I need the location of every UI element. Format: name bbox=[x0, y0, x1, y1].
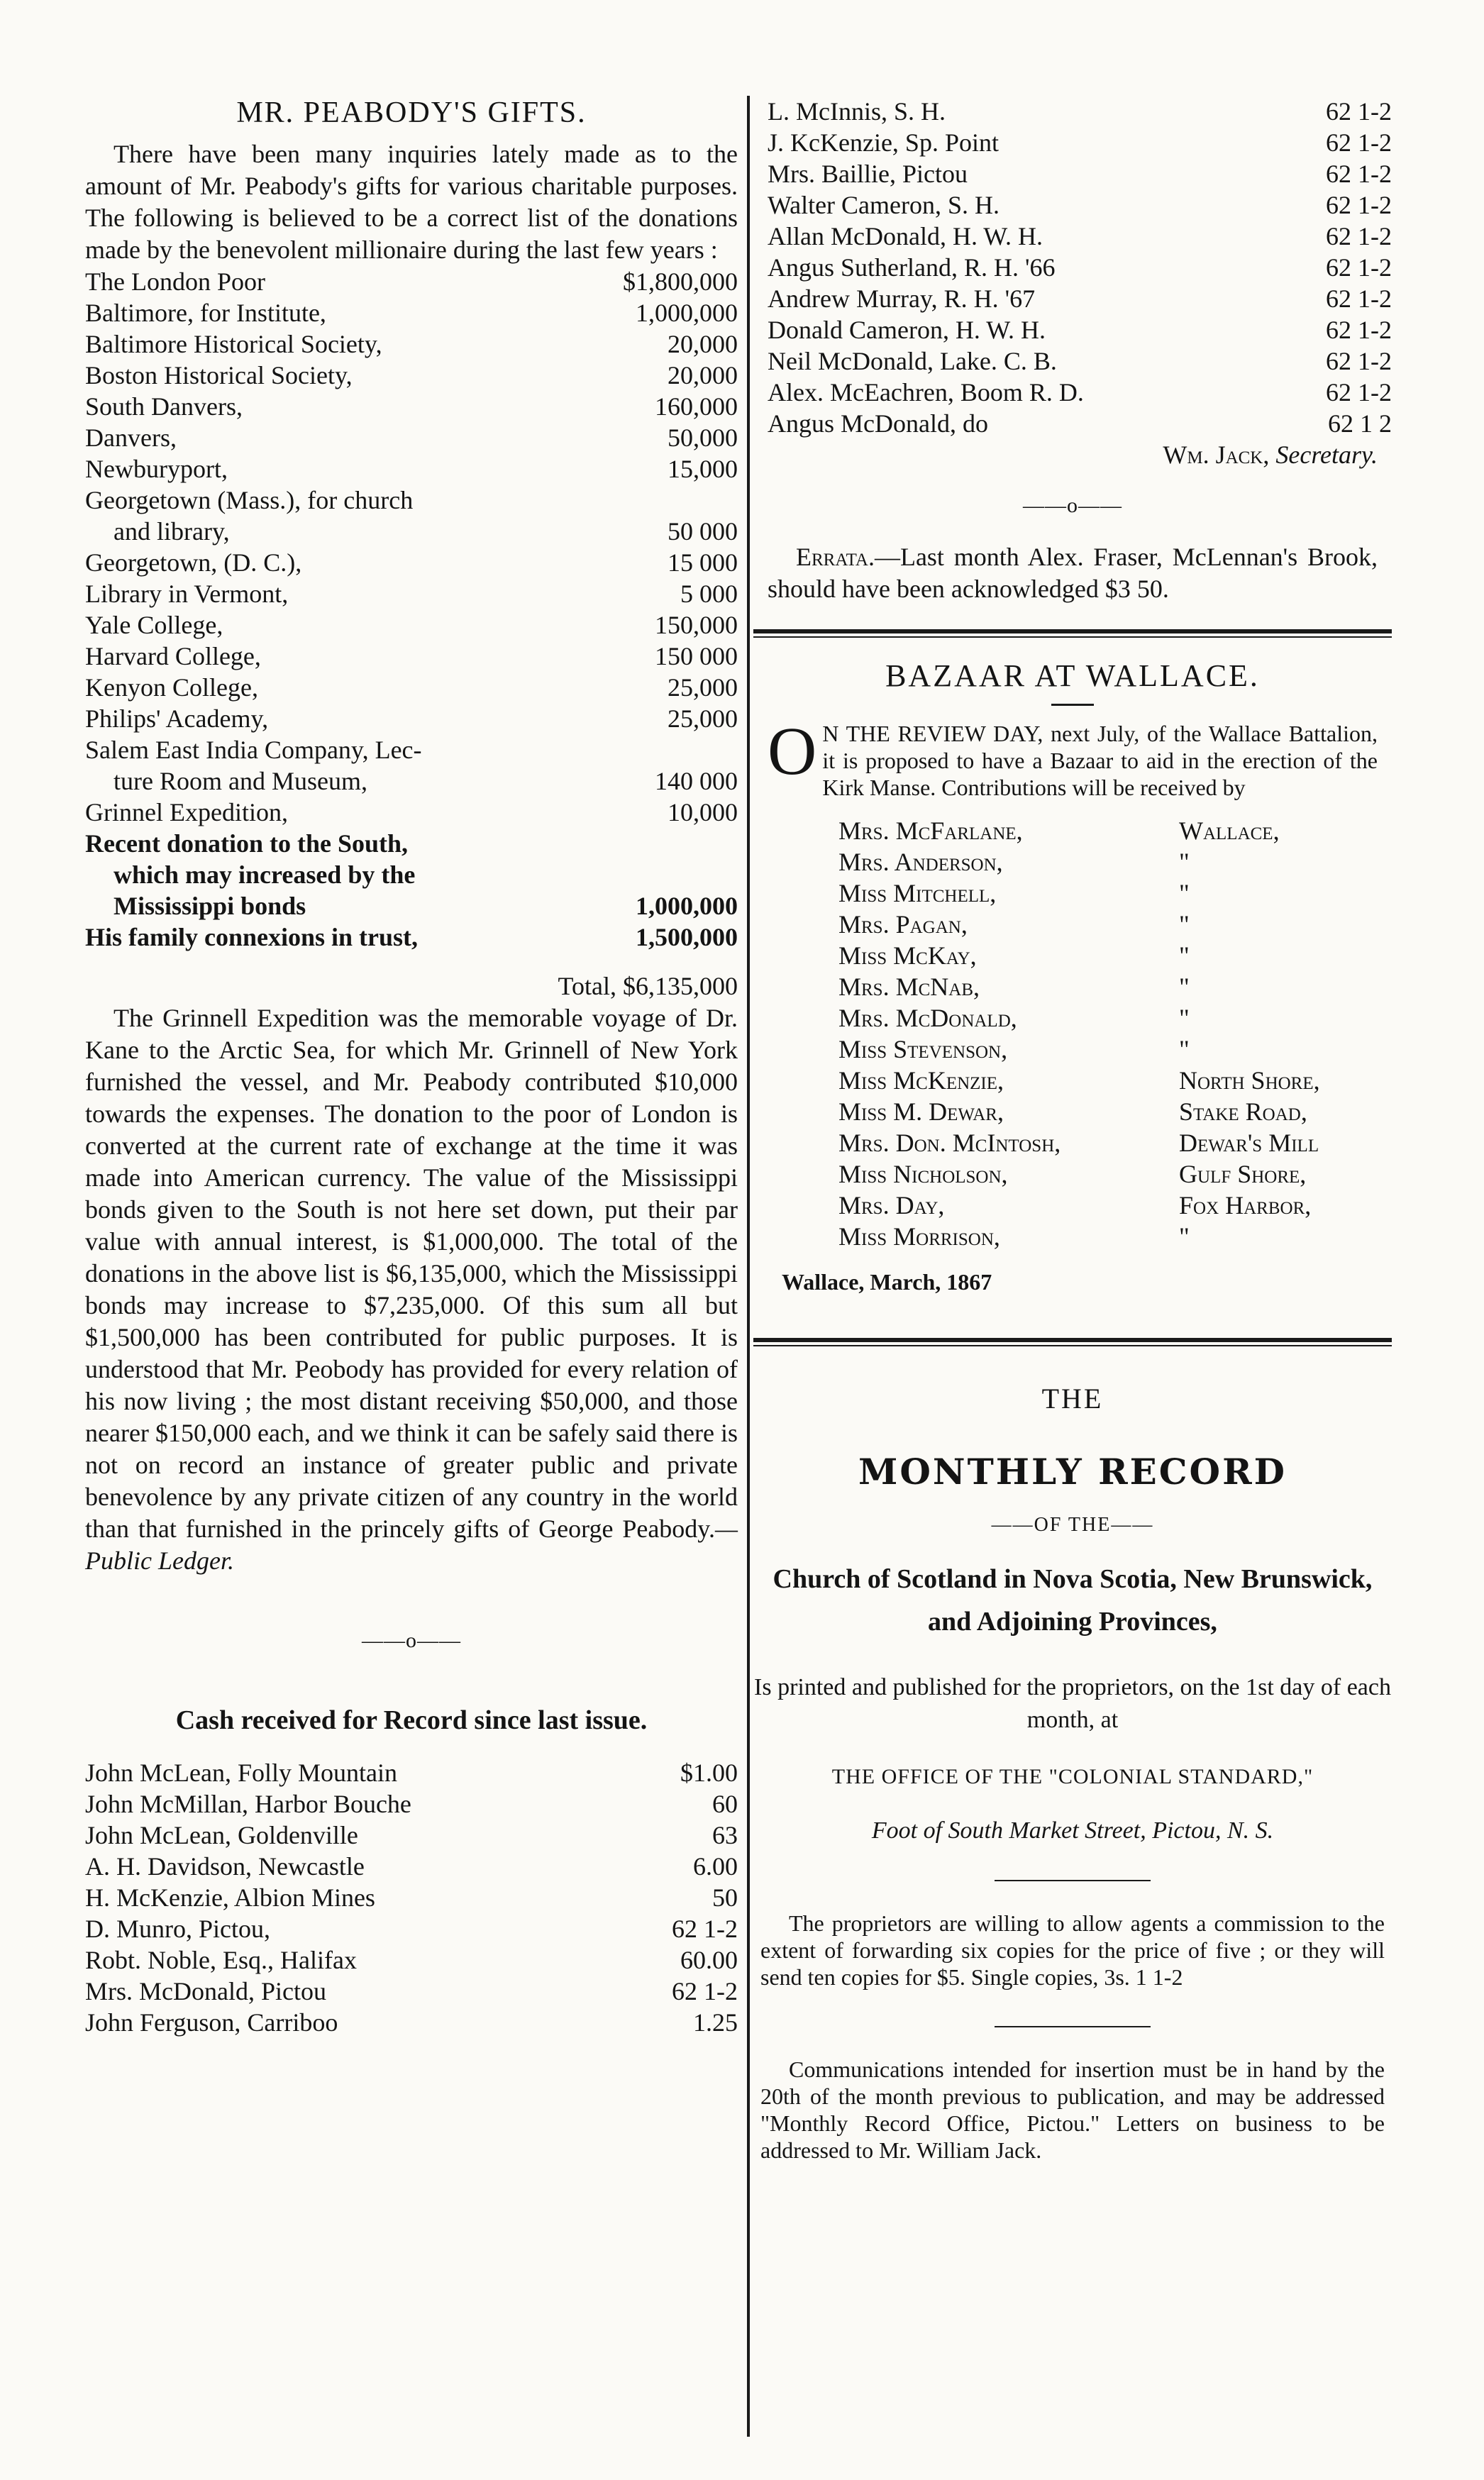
cash-row bbox=[768, 345, 1392, 377]
gift-row-name: Grinnel Expedition, bbox=[85, 798, 288, 826]
masthead-the: THE bbox=[1041, 1383, 1104, 1415]
gift-row-amount: 1,000,000 bbox=[636, 299, 738, 327]
cash-row bbox=[768, 96, 1392, 127]
cash-row bbox=[85, 1944, 738, 1976]
cash-row-amount: 62 1-2 bbox=[672, 1977, 738, 2005]
gift-row bbox=[85, 453, 738, 485]
cash-row-amount: 62 1-2 bbox=[1326, 253, 1392, 282]
contributor-place: Wallace, bbox=[1179, 816, 1280, 845]
cash-row bbox=[768, 189, 1392, 221]
contributor-place: " bbox=[1179, 910, 1190, 939]
cash-row bbox=[85, 1851, 738, 1882]
gift-row-name: Georgetown, (D. C.), bbox=[85, 548, 302, 577]
cash-row bbox=[768, 408, 1392, 439]
separator: ——o—— bbox=[1023, 494, 1122, 517]
gift-row-amount: 25,000 bbox=[668, 704, 738, 733]
contributor-name: Mrs. Anderson, bbox=[838, 848, 1003, 876]
errata-label: Errata. bbox=[796, 543, 875, 571]
short-rule bbox=[1051, 704, 1094, 706]
cash-row bbox=[85, 1788, 738, 1820]
gift-row bbox=[85, 734, 738, 765]
gift-row-name: The London Poor bbox=[85, 267, 265, 296]
gift-row-name: Yale College, bbox=[85, 611, 223, 639]
contributor-row bbox=[753, 1002, 1392, 1034]
contributor-name: Miss Morrison, bbox=[838, 1222, 1000, 1251]
cash-row-name: Angus McDonald, do bbox=[768, 409, 988, 438]
gift-row-amount: 5 000 bbox=[680, 580, 738, 608]
gift-row bbox=[85, 485, 738, 516]
gift-row bbox=[85, 516, 738, 547]
cash-row-name: Neil McDonald, Lake. C. B. bbox=[768, 347, 1057, 375]
gift-row-name: South Danvers, bbox=[85, 392, 243, 421]
gift-row-name: Baltimore, for Institute, bbox=[85, 299, 326, 327]
bazaar-date: Wallace, March, 1867 bbox=[782, 1269, 992, 1295]
cash-row-name: John Ferguson, Carriboo bbox=[85, 2008, 338, 2037]
church-name: Church of Scotland in Nova Scotia, New Brunswick, and Adjoining Provinces, bbox=[773, 1564, 1373, 1637]
contributor-place: North Shore, bbox=[1179, 1066, 1320, 1095]
gift-row-amount: 140 000 bbox=[655, 767, 738, 795]
communications-notice: Communications intended for insertion must be in hand by the 20th of the month previous to publication, and may be addressed "Monthly Record Office, Pictou." Letters on business to be addressed to Mr. William Jack. bbox=[760, 2056, 1385, 2163]
gift-row bbox=[85, 828, 738, 859]
contributor-row bbox=[753, 1221, 1392, 1252]
gift-row-name: Salem East India Company, Lec- bbox=[85, 736, 422, 764]
gift-row-name: Library in Vermont, bbox=[85, 580, 289, 608]
gift-row-name: Mississippi bonds bbox=[113, 892, 306, 920]
cash-row-amount: 62 1-2 bbox=[1326, 378, 1392, 406]
contributor-row bbox=[753, 1096, 1392, 1127]
gift-row bbox=[85, 921, 738, 953]
cash-row-name: Alex. McEachren, Boom R. D. bbox=[768, 378, 1084, 406]
contributor-row bbox=[753, 1034, 1392, 1065]
cash-row-name: Robt. Noble, Esq., Halifax bbox=[85, 1946, 357, 1974]
cash-row-amount: 1.25 bbox=[693, 2008, 738, 2037]
cash-row-name: A. H. Davidson, Newcastle bbox=[85, 1852, 365, 1881]
gift-row-name: Danvers, bbox=[85, 424, 177, 452]
double-rule-thin bbox=[753, 1345, 1392, 1346]
contributor-place: Dewar's Mill bbox=[1179, 1129, 1319, 1157]
gift-row bbox=[85, 859, 738, 890]
masthead-monthly-record: MONTHLY RECORD bbox=[858, 1451, 1288, 1493]
cash-row-amount: 6.00 bbox=[693, 1852, 738, 1881]
cash-row-name: L. McInnis, S. H. bbox=[768, 97, 946, 126]
bazaar-dropcap: O bbox=[768, 713, 817, 789]
contributor-name: Miss Nicholson, bbox=[838, 1160, 1008, 1188]
contributor-name: Mrs. McDonald, bbox=[838, 1004, 1017, 1032]
separator: ——o—— bbox=[362, 1629, 461, 1652]
contributor-place: " bbox=[1179, 879, 1190, 907]
gift-row-amount: 150,000 bbox=[655, 611, 738, 639]
gift-row-amount: 20,000 bbox=[668, 361, 738, 389]
contributor-place: Gulf Shore, bbox=[1179, 1160, 1307, 1188]
gift-row-name: Recent donation to the South, bbox=[85, 829, 409, 858]
cash-row-amount: 62 1-2 bbox=[1326, 97, 1392, 126]
errata bbox=[753, 541, 1392, 605]
gift-row-name: Newburyport, bbox=[85, 455, 228, 483]
cash-row-name: Angus Sutherland, R. H. '66 bbox=[768, 253, 1056, 282]
gift-row-amount: 10,000 bbox=[668, 798, 738, 826]
double-rule-thick bbox=[753, 1338, 1392, 1342]
cash-row bbox=[85, 1757, 738, 1788]
gift-row-amount: 150 000 bbox=[655, 642, 738, 670]
right-column bbox=[753, 96, 1392, 2164]
gift-row bbox=[85, 703, 738, 734]
cash-row bbox=[768, 221, 1392, 252]
contributor-row bbox=[753, 1190, 1392, 1221]
gift-row-amount: 25,000 bbox=[668, 673, 738, 702]
gift-row-name: His family connexions in trust, bbox=[85, 923, 419, 951]
cash-row-amount: 62 1-2 bbox=[672, 1915, 738, 1943]
gift-row-name: and library, bbox=[113, 517, 230, 546]
office-line: THE OFFICE OF THE "COLONIAL STANDARD," bbox=[831, 1765, 1314, 1788]
gift-row-name: ture Room and Museum, bbox=[113, 767, 367, 795]
gift-row-name: Harvard College, bbox=[85, 642, 261, 670]
gift-row-amount: 15 000 bbox=[668, 548, 738, 577]
gift-row-amount: 160,000 bbox=[655, 392, 738, 421]
contributor-place: " bbox=[1179, 848, 1190, 876]
cash-row-amount: 62 1-2 bbox=[1326, 160, 1392, 188]
gift-row-name: Boston Historical Society, bbox=[85, 361, 353, 389]
cash-row bbox=[768, 314, 1392, 345]
cash-row-name: J. KcKenzie, Sp. Point bbox=[768, 128, 999, 157]
left-column bbox=[85, 96, 738, 2038]
gift-row bbox=[85, 328, 738, 360]
gift-row-amount: 1,000,000 bbox=[636, 892, 738, 920]
gift-row-amount: 20,000 bbox=[668, 330, 738, 358]
cash-row-amount: 63 bbox=[712, 1821, 738, 1849]
cash-row-amount: $1.00 bbox=[680, 1759, 738, 1787]
gifts-list bbox=[85, 266, 738, 953]
cash-row bbox=[768, 377, 1392, 408]
ladies-list bbox=[753, 815, 1392, 1252]
signature-name: Wm. Jack, bbox=[1163, 441, 1270, 469]
contributor-row bbox=[753, 909, 1392, 940]
secretary-signature bbox=[753, 439, 1392, 470]
cash-row-name: D. Munro, Pictou, bbox=[85, 1915, 270, 1943]
gift-row-name: Baltimore Historical Society, bbox=[85, 330, 382, 358]
masthead-of-the: ——OF THE—— bbox=[991, 1514, 1154, 1536]
cash-row-amount: 62 1-2 bbox=[1326, 128, 1392, 157]
gift-row-amount: 50 000 bbox=[668, 517, 738, 546]
cash-row bbox=[85, 1882, 738, 1913]
contributor-place: Fox Harbor, bbox=[1179, 1191, 1312, 1219]
contributor-row bbox=[753, 846, 1392, 878]
double-rule-thin bbox=[753, 636, 1392, 638]
cash-row-name: Andrew Murray, R. H. '67 bbox=[768, 284, 1036, 313]
cash-row-amount: 60.00 bbox=[680, 1946, 738, 1974]
double-rule-thick bbox=[753, 629, 1392, 633]
contributor-place: " bbox=[1179, 941, 1190, 970]
gift-row-name: which may increased by the bbox=[113, 860, 416, 889]
cash-row-name: John McLean, Folly Mountain bbox=[85, 1759, 397, 1787]
contributor-name: Miss Stevenson, bbox=[838, 1035, 1008, 1063]
cash-row bbox=[768, 127, 1392, 158]
contributor-row bbox=[753, 1158, 1392, 1190]
office-address: Foot of South Market Street, Pictou, N. S. bbox=[871, 1817, 1274, 1844]
cash-row-name: Mrs. Baillie, Pictou bbox=[768, 160, 968, 188]
gift-row bbox=[85, 578, 738, 609]
contributor-row bbox=[753, 1065, 1392, 1096]
gift-row-amount: 50,000 bbox=[668, 424, 738, 452]
article-source: —Public Ledger. bbox=[85, 1515, 738, 1575]
article-title: MR. PEABODY'S GIFTS. bbox=[236, 96, 587, 129]
cash-row bbox=[768, 252, 1392, 283]
gift-row bbox=[85, 890, 738, 921]
gift-row-amount: $1,800,000 bbox=[623, 267, 738, 296]
cash-row-amount: 62 1-2 bbox=[1326, 284, 1392, 313]
gift-row bbox=[85, 547, 738, 578]
gift-row bbox=[85, 391, 738, 422]
gift-row bbox=[85, 360, 738, 391]
contributor-name: Miss McKay, bbox=[838, 941, 977, 970]
contributor-row bbox=[753, 940, 1392, 971]
gift-row-name: Philips' Academy, bbox=[85, 704, 269, 733]
cash-row-name: Walter Cameron, S. H. bbox=[768, 191, 1000, 219]
bazaar-title: BAZAAR AT WALLACE. bbox=[885, 658, 1260, 693]
contributor-row bbox=[753, 971, 1392, 1002]
short-rule bbox=[995, 2026, 1151, 2027]
article-body bbox=[85, 1002, 738, 1577]
gift-row bbox=[85, 641, 738, 672]
contributor-place: " bbox=[1179, 1035, 1190, 1063]
contributor-row bbox=[753, 1127, 1392, 1158]
gift-row bbox=[85, 297, 738, 328]
cash-row-name: John McLean, Goldenville bbox=[85, 1821, 358, 1849]
cash-row bbox=[85, 1976, 738, 2007]
cash-heading: Cash received for Record since last issue. bbox=[175, 1705, 648, 1735]
gifts-total: Total, $6,135,000 bbox=[558, 972, 738, 1000]
cash-row-name: Donald Cameron, H. W. H. bbox=[768, 316, 1046, 344]
cash-row bbox=[85, 1820, 738, 1851]
cash-row bbox=[768, 283, 1392, 314]
contributor-name: Miss McKenzie, bbox=[838, 1066, 1004, 1095]
contributor-name: Mrs. Don. McIntosh, bbox=[838, 1129, 1061, 1157]
contributor-place: " bbox=[1179, 973, 1190, 1001]
cash-row-amount: 50 bbox=[712, 1883, 738, 1912]
cash-list bbox=[85, 1757, 738, 2038]
contributor-name: Miss Mitchell, bbox=[838, 879, 997, 907]
contributor-name: Mrs. Day, bbox=[838, 1191, 945, 1219]
bazaar-text: N THE REVIEW DAY, next July, of the Wallace Battalion, it is proposed to have a Bazaar to aid in the erection of the Kirk Manse. Contributions will be received by bbox=[822, 721, 1378, 800]
cash-row-name: Allan McDonald, H. W. H. bbox=[768, 222, 1043, 250]
cash-row-name: Mrs. McDonald, Pictou bbox=[85, 1977, 326, 2005]
gift-row-name: Georgetown (Mass.), for church bbox=[85, 486, 414, 514]
printed-notice: Is printed and published for the proprietors, on the 1st day of each month, at bbox=[754, 1674, 1391, 1733]
signature-title: Secretary. bbox=[1275, 441, 1378, 469]
cash-row-amount: 62 1 2 bbox=[1328, 409, 1392, 438]
contributor-name: Mrs. McNab, bbox=[838, 973, 980, 1001]
gift-row bbox=[85, 797, 738, 828]
article-intro: There have been many inquiries lately made as to the amount of Mr. Peabody's gifts for various charitable purposes. The following is believed to be a correct list of the donations made by the benevolent millionaire during the last few years : bbox=[85, 140, 738, 264]
agents-notice: The proprietors are willing to allow agents a commission to the extent of forwarding six copies for the price of five ; or they will send ten copies for $5. Single copies, 3s. 1 1-2 bbox=[760, 1910, 1385, 1990]
short-rule bbox=[995, 1880, 1151, 1881]
cash-list-continued bbox=[753, 96, 1392, 439]
contributor-place: " bbox=[1179, 1222, 1190, 1251]
errata-text: —Last month Alex. Fraser, McLennan's Brook, should have been acknowledged $3 50. bbox=[768, 543, 1378, 603]
cash-row-amount: 62 1-2 bbox=[1326, 222, 1392, 250]
cash-row-amount: 62 1-2 bbox=[1326, 316, 1392, 344]
cash-row-amount: 62 1-2 bbox=[1326, 191, 1392, 219]
bazaar-notice bbox=[753, 713, 1392, 801]
contributor-name: Mrs. McFarlane, bbox=[838, 816, 1023, 845]
contributor-place: " bbox=[1179, 1004, 1190, 1032]
article-body-text: The Grinnell Expedition was the memorable voyage of Dr. Kane to the Arctic Sea, for which Mr. Grinnell of New York furnished the vessel, and Mr. Peabody contributed $10,000 towards the expenses. The donation to the poor of London is converted at the current rate of exchange at the time it was made into American currency. The value of the Mississippi bonds given to the South is not here set down, put their par value with annual interest, is $1,000,000. The total of the donations in the above list is $6,135,000, which the Mississippi bonds may increase to $7,235,000. Of this sum all but $1,500,000 has been contributed for public purposes. It is understood that Mr. Peobody has provided for every relation of his now living ; the most distant receiving $50,000, and those nearer $150,000 each, and we think it can be safely said there is not on record an instance of greater public and private benevolence by any private citizen of any country in the world than that furnished in the princely gifts of George Peabody. bbox=[85, 1004, 738, 1543]
gift-row bbox=[85, 765, 738, 797]
gift-row-amount: 1,500,000 bbox=[636, 923, 738, 951]
contributor-row bbox=[753, 815, 1392, 846]
gift-row bbox=[85, 672, 738, 703]
cash-row-amount: 62 1-2 bbox=[1326, 347, 1392, 375]
cash-row bbox=[85, 1913, 738, 1944]
column-divider bbox=[747, 96, 750, 2437]
gift-row bbox=[85, 422, 738, 453]
cash-row-name: John McMillan, Harbor Bouche bbox=[85, 1790, 411, 1818]
cash-row bbox=[768, 158, 1392, 189]
contributor-place: Stake Road, bbox=[1179, 1097, 1307, 1126]
contributor-row bbox=[753, 878, 1392, 909]
gift-row bbox=[85, 266, 738, 297]
gift-row-name: Kenyon College, bbox=[85, 673, 258, 702]
cash-row-name: H. McKenzie, Albion Mines bbox=[85, 1883, 375, 1912]
contributor-name: Miss M. Dewar, bbox=[838, 1097, 1004, 1126]
gift-row-amount: 15,000 bbox=[668, 455, 738, 483]
gift-row bbox=[85, 609, 738, 641]
contributor-name: Mrs. Pagan, bbox=[838, 910, 968, 939]
cash-row-amount: 60 bbox=[712, 1790, 738, 1818]
cash-row bbox=[85, 2007, 738, 2038]
